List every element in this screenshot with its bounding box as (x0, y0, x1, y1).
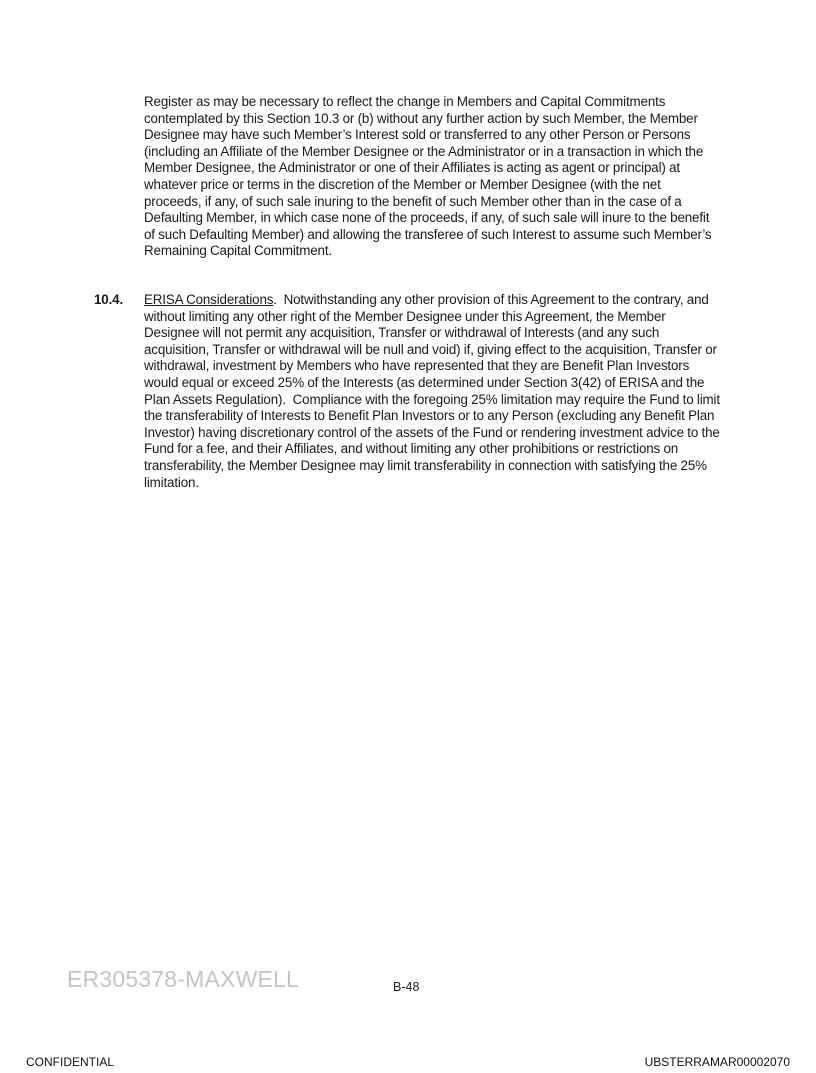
section-number: 10.4. (94, 292, 124, 307)
page-number: B-48 (393, 980, 420, 994)
bates-number: UBSTERRAMAR00002070 (644, 1055, 790, 1069)
section-title: ERISA Considerations (144, 292, 274, 307)
continuation-paragraph: Register as may be necessary to reflect the change in Members and Capital Commitments contemplated by this Section 10.3 or (b) without any further action by such Member, the Member Designee may have such Member’s Interest sold or transferred to any other Person or Persons (including an Affiliate of the Member Designee or the Administrator or in a transaction in which the Member Designee, the Administrator or one of their Affiliates is acting as agent or principal) at whatever price or terms in the discretion of the Member or Member Designee (with the net proceeds, if any, of such sale inuring to the benefit of such Member other than in the case of a Defaulting Member, in which case none of the proceeds, if any, of such sale will inure to the benefit of such Defaulting Member) and allowing the transferee of such Interest to assume such Member’s Remaining Capital Commitment. (144, 94, 712, 259)
section-title-period: . (273, 292, 277, 307)
section-body: Notwithstanding any other provision of this Agreement to the contrary, and without limiting any other right of the Member Designee under this Agreement, the Member Designee will not permit any acquisition, Transfer or withdrawal of Interests (and any such acquisition, Transfer or withdrawal will be null and void) if, giving effect to the acquisition, Transfer or withdrawal, investment by Members who have represented that they are Benefit Plan Investors would equal or exceed 25% of the Interests (as determined under Section 3(42) of ERISA and the Plan Assets Regulation). Compliance with the foregoing 25% limitation may require the Fund to limit the transferability of Interests to Benefit Plan Investors or to any Person (excluding any Benefit Plan Investor) having discretionary control of the assets of the Fund or rendering investment advice to the Fund for a fee, and their Affiliates, and without limiting any other prohibitions or restrictions on transferability, the Member Designee may limit transferability in connection with satisfying the 25% limitation. (144, 292, 724, 490)
section-10-4 (94, 292, 724, 491)
confidential-label: CONFIDENTIAL (26, 1055, 115, 1069)
exhibit-id-stamp: ER305378-MAXWELL (67, 966, 300, 992)
